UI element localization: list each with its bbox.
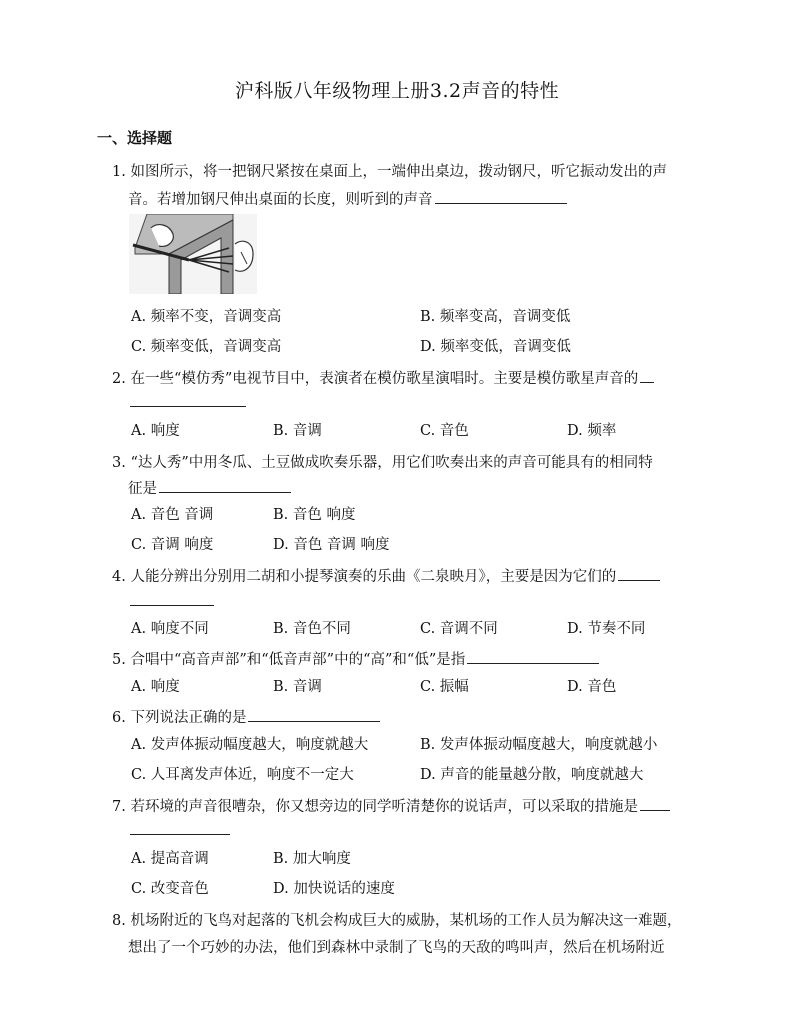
question-3-stem-line-2: 征是 — [128, 477, 291, 498]
question-7-stem: 7. 若环境的声音很嘈杂，你又想旁边的同学听清楚你的说话声，可以采取的措施是 — [112, 795, 670, 816]
q7-option-b: B. 加大响度 — [273, 851, 351, 867]
q2-option-c: C. 音色 — [420, 423, 469, 439]
q1-option-d: D. 频率变低，音调变低 — [420, 339, 571, 355]
q7-option-d: D. 加快说话的速度 — [273, 881, 395, 897]
question-6-stem: 6. 下列说法正确的是 — [112, 706, 380, 727]
answer-blank-continued — [128, 591, 214, 610]
q6-option-a: A. 发声体振动幅度越大，响度就越大 — [131, 737, 369, 753]
q6-option-c: C. 人耳离发声体近，响度不一定大 — [131, 767, 354, 783]
q7-option-a: A. 提高音调 — [131, 851, 209, 867]
question-5-stem: 5. 合唱中“高音声部”和“低音声部”中的“高”和“低”是指 — [112, 648, 599, 669]
answer-blank-continued — [128, 392, 246, 411]
answer-blank — [640, 796, 670, 811]
page-title: 沪科版八年级物理上册3.2声音的特性 — [234, 80, 560, 102]
q1-option-c: C. 频率变低，音调变高 — [131, 339, 282, 355]
question-1-stem-line-1: 1. 如图所示，将一把钢尺紧按在桌面上，一端伸出桌边，拨动钢尺，听它振动发出的声 — [112, 164, 667, 180]
q1-option-b: B. 频率变高，音调变低 — [420, 309, 571, 325]
answer-blank — [618, 566, 660, 581]
q5-option-a: A. 响度 — [131, 679, 180, 695]
q6-option-b: B. 发声体振动幅度越大，响度就越小 — [420, 737, 658, 753]
steel-ruler-figure — [129, 214, 257, 294]
q6-option-d: D. 声音的能量越分散，响度就越大 — [420, 767, 644, 783]
answer-blank — [640, 368, 654, 383]
q2-option-b: B. 音调 — [273, 423, 322, 439]
q4-option-a: A. 响度不同 — [131, 621, 209, 637]
q4-option-d: D. 节奏不同 — [567, 621, 646, 637]
q5-option-d: D. 音色 — [567, 679, 617, 695]
answer-blank — [248, 707, 380, 722]
answer-blank — [435, 189, 567, 204]
q3-option-a: A. 音色 音调 — [131, 507, 214, 523]
question-3-stem-line-1: 3. “达人秀”中用冬瓜、土豆做成吹奏乐器，用它们吹奏出来的声音可能具有的相同特 — [112, 455, 653, 471]
q7-option-c: C. 改变音色 — [131, 881, 209, 897]
section-heading: 一、选择题 — [97, 129, 173, 147]
q4-option-b: B. 音色不同 — [273, 621, 351, 637]
question-2-stem: 2. 在一些“模仿秀”电视节目中，表演者在模仿歌星演唱时。主要是模仿歌星声音的 — [112, 367, 654, 388]
question-8-stem-line-1: 8. 机场附近的飞鸟对起落的飞机会构成巨大的威胁，某机场的工作人员为解决这一难题， — [112, 913, 682, 929]
q2-option-a: A. 响度 — [131, 423, 180, 439]
question-1-stem-line-2: 音。若增加钢尺伸出桌面的长度，则听到的声音 — [128, 188, 567, 209]
question-8-stem-line-2: 想出了一个巧妙的办法，他们到森林中录制了飞鸟的天敌的鸣叫声，然后在机场附近 — [128, 940, 665, 956]
answer-blank-continued — [128, 820, 230, 839]
q3-option-c: C. 音调 响度 — [131, 537, 214, 553]
q3-option-d: D. 音色 音调 响度 — [273, 537, 390, 553]
q2-option-d: D. 频率 — [567, 423, 617, 439]
q3-option-b: B. 音色 响度 — [273, 507, 356, 523]
answer-blank — [467, 649, 599, 664]
q1-option-a: A. 频率不变，音调变高 — [131, 309, 282, 325]
q4-option-c: C. 音调不同 — [420, 621, 498, 637]
q5-option-b: B. 音调 — [273, 679, 322, 695]
q5-option-c: C. 振幅 — [420, 679, 469, 695]
answer-blank — [159, 478, 291, 493]
question-4-stem: 4. 人能分辨出分别用二胡和小提琴演奏的乐曲《二泉映月》，主要是因为它们的 — [112, 565, 660, 586]
